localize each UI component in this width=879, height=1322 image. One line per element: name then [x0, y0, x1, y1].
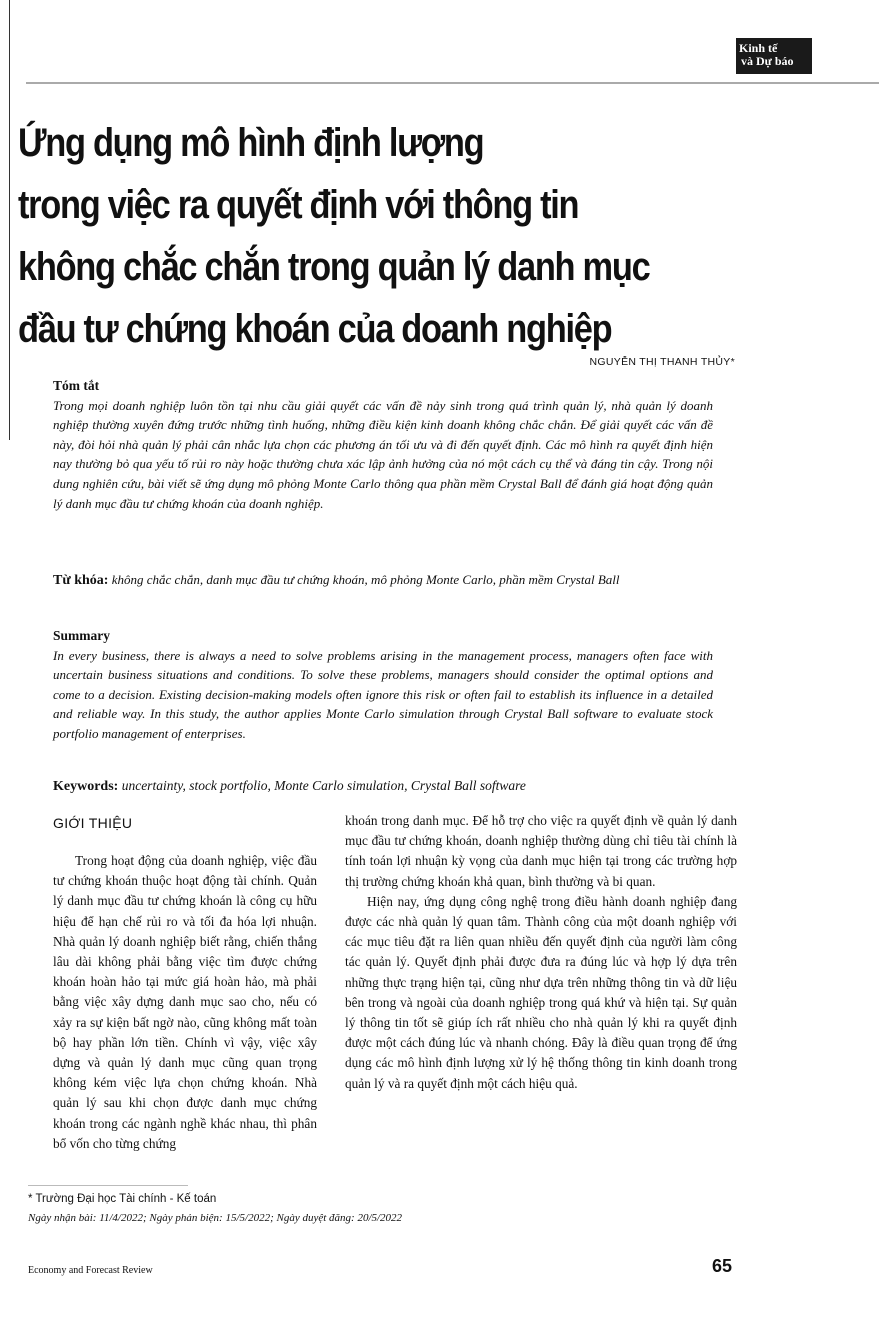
article-title — [18, 112, 775, 360]
body-paragraph: khoán trong danh mục. Để hỗ trợ cho việc ra quyết định về quản lý danh mục đầu tư chứng khoán, doanh nghiệp thường dùng chỉ tiêu tài chính là tính toán lợi nhuận kỳ vọng của danh mục hiện tại trong các trường hợp thị trường chứng khoán khả quan, bình thường và bi quan. — [345, 813, 737, 889]
author-affiliation: * Trường Đại học Tài chính - Kế toán — [28, 1193, 217, 1205]
body-column-left — [53, 851, 317, 1154]
author-name: NGUYỄN THỊ THANH THỦY* — [589, 356, 735, 368]
keywords-label: Keywords: — [53, 779, 119, 794]
abstract-vietnamese — [53, 376, 713, 513]
keywords-text: không chắc chắn, danh mục đầu tư chứng khoán, mô phỏng Monte Carlo, phần mềm Crystal Ball — [111, 572, 620, 587]
keywords-text: uncertainty, stock portfolio, Monte Carlo simulation, Crystal Ball software — [121, 778, 526, 793]
footer-journal-name: Economy and Forecast Review — [28, 1265, 153, 1276]
keywords-english — [53, 776, 713, 797]
summary-text: In every business, there is always a need to solve problems arising in the management process, managers often face with uncertain business situations and conditions. To solve these problems, managers should consider the optimal options and come to a decision. Existing decision-making models often ignore this risk or often fail to establish its influence in a detailed and reliable way. In this study, the author applies Monte Carlo simulation through Crystal Ball software to evaluate stock portfolio management of enterprises. — [53, 647, 713, 741]
page-number: 65 — [712, 1256, 733, 1276]
summary-heading: Summary — [53, 628, 110, 643]
title-line: trong việc ra quyết định với thông tin — [18, 183, 579, 227]
journal-logo-line1: Kinh tế — [739, 41, 778, 55]
body-paragraph: Trong hoạt động của doanh nghiệp, việc đầu tư chứng khoán thuộc hoạt động tài chính. Quản lý danh mục đầu tư chứng khoán là công cụ hữu hiệu để hạn chế rủi ro và tối đa hóa lợi nhuận. Nhà quản lý doanh nghiệp biết rằng, chiến thắng lâu dài không phải bằng việc tìm được chứng khoán hoàn hảo tại mức giá hoàn hảo, mà phải bằng việc xây dựng danh mục sao cho, nếu có xảy ra sự kiện bất ngờ nào, cũng không mất toàn bộ hay phần lớn tiền. Chính vì vậy, việc xây dựng và quản lý danh mục cũng quan trọng không kém việc lựa chọn chứng khoán. Nhà quản lý sau khi chọn được danh mục chứng khoán trong các ngành nghề khác nhau, thì phân bổ vốn cho từng chứng — [53, 853, 317, 1151]
keywords-label: Từ khóa: — [53, 573, 109, 588]
summary-english — [53, 626, 713, 744]
footnote-divider — [28, 1185, 188, 1186]
article-dates: Ngày nhận bài: 11/4/2022; Ngày phản biện: 15/5/2022; Ngày duyệt đăng: 20/5/2022 — [28, 1212, 403, 1224]
title-line: Ứng dụng mô hình định lượng — [18, 121, 484, 165]
journal-logo-line2: và Dự báo — [741, 54, 794, 68]
abstract-heading: Tóm tắt — [53, 378, 100, 393]
body-column-right — [345, 811, 737, 1094]
keywords-vietnamese — [53, 570, 713, 591]
body-paragraph: Hiện nay, ứng dụng công nghệ trong điều hành doanh nghiệp đang được các nhà quản lý quan tâm. Thành công của một doanh nghiệp với các mục tiêu đặt ra liên quan nhiều đến quyết định của người làm công tác quản lý. Quyết định phải được đưa ra đúng lúc và hợp lý dựa trên những thực trạng hiện tại, cũng như dựa trên những thông tin và dữ liệu bên trong và ngoài của doanh nghiệp trong quá khứ và hiện tại. Sự quản lý thông tin tốt sẽ giúp ích rất nhiều cho nhà quản lý khi ra quyết định được một cách đúng lúc và nhanh chóng. Đây là điều quan trọng để ứng dụng các mô hình định lượng xử lý hệ thống thông tin kinh doanh trong quản lý và ra quyết định một cách hiệu quả. — [345, 893, 737, 1091]
journal-logo — [736, 38, 812, 74]
section-heading-introduction: GIỚI THIỆU — [53, 815, 133, 831]
header-divider — [26, 82, 879, 84]
abstract-text: Trong mọi doanh nghiệp luôn tồn tại nhu cầu giải quyết các vấn đề nảy sinh trong quá trình quản lý, nhà quản lý doanh nghiệp thường xuyên đứng trước những tình huống, những điều kiện kinh doanh không chắc chắn. Để giải quyết các vấn đề này, đòi hỏi nhà quản lý phải cân nhắc lựa chọn các phương án tối ưu và đi đến quyết định. Các mô hình ra quyết định hiện nay thường bỏ qua yếu tố rủi ro này hoặc thường chưa xác lập ảnh hưởng của nó một cách cụ thể và đáng tin cậy. Trong nội dung nghiên cứu, bài viết sẽ ứng dụng mô phỏng Monte Carlo thông qua phần mềm Crystal Ball để đánh giá hoạt động quản lý danh mục đầu tư chứng khoán của doanh nghiệp. — [53, 397, 713, 511]
title-line: đầu tư chứng khoán của doanh nghiệp — [18, 307, 612, 351]
title-line: không chắc chắn trong quản lý danh mục — [18, 245, 650, 289]
page-edge-rule — [9, 0, 10, 440]
